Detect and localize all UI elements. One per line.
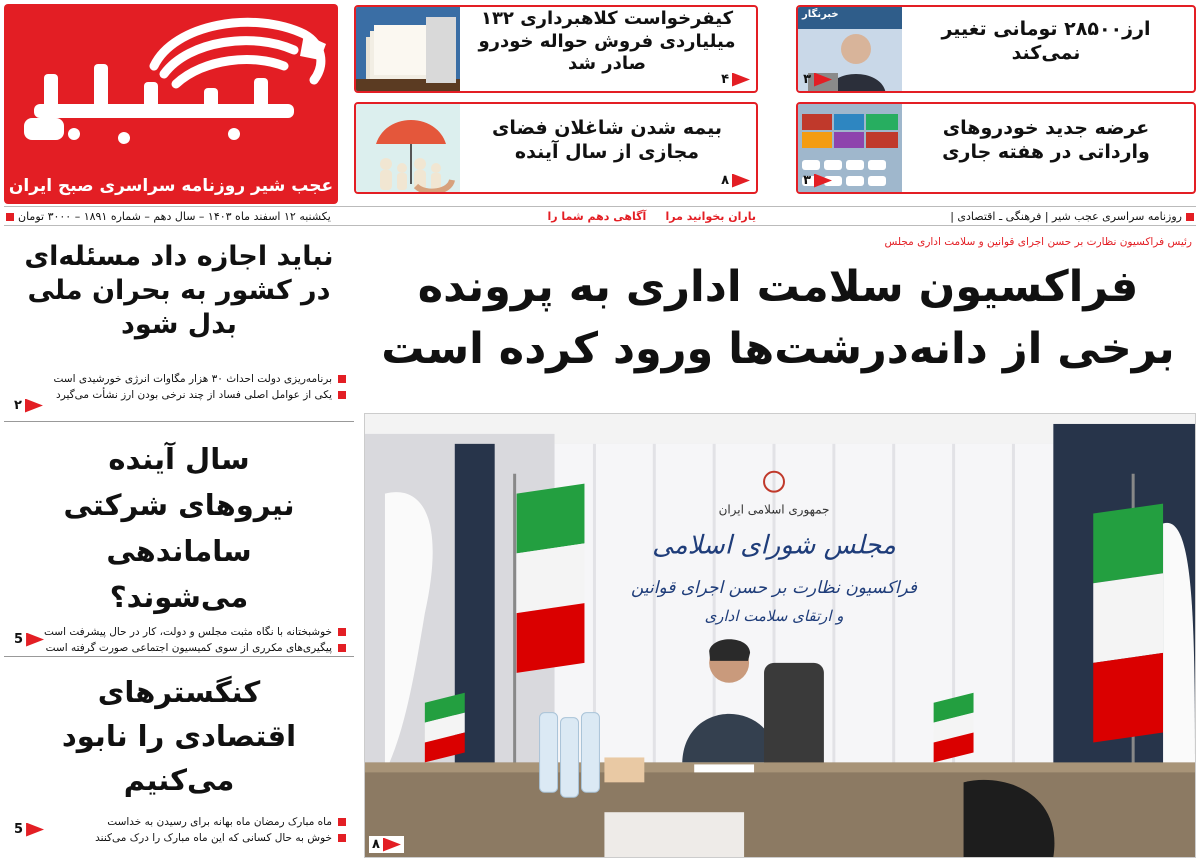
story-headline: کنگسترهای اقتصادی را نابود می‌کنیم — [61, 675, 297, 797]
square-bullet-icon — [1186, 213, 1194, 221]
info-bar — [4, 206, 1196, 226]
story[interactable] — [4, 240, 354, 413]
page-number: ۴ — [721, 72, 729, 87]
teaser-title: کیفرخواست کلاهبرداری ۱۳۲ میلیاردی فروش حواله خودرو صادر شد — [478, 8, 736, 75]
banner-line: و ارتقای سلامت اداری — [704, 607, 844, 626]
slogan: یاران بخوانید مرا آگاهی دهم شما را — [547, 209, 756, 223]
date-line: یکشنبه ۱۲ اسفند ماه ۱۴۰۳ – سال دهم – شماره ۱۸۹۱ – ۳۰۰۰ تومان — [6, 210, 331, 223]
page-number: 5 — [14, 822, 24, 837]
photo-label: خبرنگار — [802, 9, 839, 20]
banner-line: مجلس شورای اسلامی — [652, 530, 896, 561]
meeting-photo — [365, 414, 1195, 857]
teaser-title: بیمه شدن شاغلان فضای مجازی از سال آینده — [491, 117, 723, 163]
page-tag — [721, 173, 750, 188]
arrow-icon — [26, 633, 44, 647]
main-headline-line: فراکسیون سلامت اداری به پرونده — [417, 262, 1139, 312]
page-tag — [803, 72, 832, 87]
banner-line: فراکسیون نظارت بر حسن اجرای قوانین — [630, 577, 918, 598]
page-tag — [14, 822, 44, 837]
teaser-box[interactable] — [354, 5, 758, 93]
page-number: 5 — [14, 632, 24, 647]
main-kicker: رئیس فراکسیون نظارت بر حسن اجرای قوانین و سلامت اداری مجلس — [884, 236, 1192, 248]
banner-line: جمهوری اسلامی ایران — [718, 502, 830, 517]
story-bullets — [4, 814, 354, 846]
main-photo — [364, 413, 1196, 858]
story-bullets — [4, 624, 354, 656]
arrow-icon — [732, 174, 750, 188]
masthead-tagline: عجب شیر روزنامه سراسری صبح ایران — [8, 176, 334, 196]
page-number: ۲ — [14, 398, 22, 413]
page-tag — [803, 173, 832, 188]
teaser-title: ارز۲۸۵۰۰ تومانی تغییر نمی‌کند — [941, 18, 1151, 64]
page-number: ۳ — [803, 72, 811, 87]
arrow-icon — [25, 399, 43, 413]
left-column — [4, 230, 354, 857]
main-headline[interactable] — [366, 256, 1190, 380]
divider — [4, 421, 354, 422]
page-tag — [721, 72, 750, 87]
list-item: یکی از عوامل اصلی فساد از چند نرخی بودن ارز نشأت می‌گیرد — [4, 387, 346, 403]
list-item: برنامه‌ریزی دولت احداث ۳۰ هزار مگاوات انرژی خورشیدی است — [4, 371, 346, 387]
page-number: ۸ — [721, 173, 729, 188]
arrow-icon — [26, 823, 44, 837]
teaser-title: عرضه جدید خودروهای وارداتی در هفته جاری — [942, 117, 1150, 163]
main-headline-line: برخی از دانه‌درشت‌ها ورود کرده است — [381, 324, 1175, 374]
list-item: پیگیری‌های مکرری از سوی کمیسیون اجتماعی صورت گرفته است — [4, 640, 346, 656]
page-tag — [14, 632, 44, 647]
story-bullets — [4, 371, 354, 403]
arrow-icon — [814, 73, 832, 87]
teaser-box[interactable] — [796, 5, 1196, 93]
arrow-icon — [383, 838, 401, 852]
story-headline: نباید اجازه داد مسئله‌ای در کشور به بحران ملی بدل شود — [24, 241, 334, 340]
page-tag — [14, 398, 43, 413]
masthead — [4, 4, 338, 204]
list-item: خوشبختانه با نگاه مثبت مجلس و دولت، کار در حال پیشرفت است — [4, 624, 346, 640]
page-number: ۳ — [803, 173, 811, 188]
arrow-icon — [732, 73, 750, 87]
teaser-photo — [356, 7, 460, 93]
story[interactable] — [4, 436, 354, 656]
teaser-box[interactable] — [354, 102, 758, 194]
divider — [4, 656, 354, 657]
lion-logo-icon — [4, 4, 338, 174]
story[interactable] — [4, 670, 354, 846]
arrow-icon — [814, 174, 832, 188]
paper-description: روزنامه سراسری عجب شیر | فرهنگی ـ اقتصادی | — [950, 210, 1194, 223]
teaser-photo — [356, 104, 460, 194]
list-item: خوش به حال کسانی که این ماه مبارک را درک می‌کنند — [4, 830, 346, 846]
story-headline: سال آینده نیروهای شرکتی ساماندهی می‌شوند؟ — [63, 442, 295, 614]
teaser-box[interactable] — [796, 102, 1196, 194]
page-number: ۸ — [372, 837, 380, 852]
list-item: ماه مبارک رمضان ماه بهانه برای رسیدن به خداست — [4, 814, 346, 830]
square-bullet-icon — [6, 213, 14, 221]
page-tag — [369, 836, 404, 853]
